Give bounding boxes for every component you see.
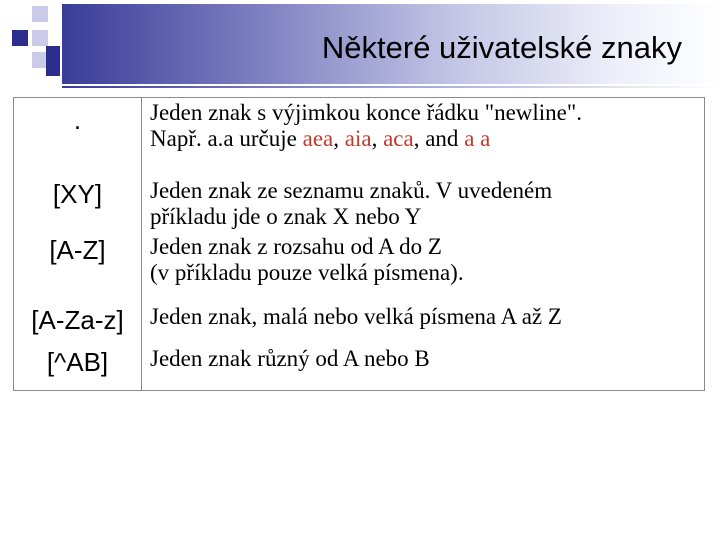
description-text: Např. a.a určuje <box>150 126 303 151</box>
description-cell <box>142 344 705 391</box>
pattern-cell: [^AB] <box>14 344 142 391</box>
description-line: Jeden znak, malá nebo velká písmena A až Z <box>150 304 562 329</box>
table-row <box>14 176 705 232</box>
description-cell <box>142 232 705 302</box>
description-line: Jeden znak ze seznamu znaků. V uvedeném <box>150 178 553 203</box>
pattern-cell: . <box>14 98 142 177</box>
table-row <box>14 232 705 302</box>
description-cell <box>142 176 705 232</box>
description-line: příkladu jde o znak X nebo Y <box>150 204 422 229</box>
deco-square <box>32 30 48 46</box>
description-cell <box>142 302 705 344</box>
pattern-cell: [A-Za-z] <box>14 302 142 344</box>
separator: , <box>371 126 384 151</box>
separator: , <box>333 126 345 151</box>
deco-square <box>46 46 60 76</box>
example-match: a a <box>464 126 491 151</box>
description-line: Jeden znak s výjimkou konce řádku "newline". <box>150 100 583 125</box>
deco-square <box>12 30 28 46</box>
example-match: aia <box>344 126 372 151</box>
description-line: Jeden znak různý od A nebo B <box>150 346 430 371</box>
table-row <box>14 98 705 177</box>
header-underline <box>62 86 720 88</box>
table-row <box>14 344 705 391</box>
pattern-cell: [XY] <box>14 176 142 232</box>
separator: , and <box>413 126 465 151</box>
description-line <box>150 126 704 152</box>
description-line: Jeden znak z rozsahu od A do Z <box>150 234 442 259</box>
example-match: aca <box>383 126 414 151</box>
deco-square <box>32 6 48 22</box>
syntax-table <box>13 97 705 391</box>
slide-title: Některé uživatelské znaky <box>321 30 682 65</box>
description-line: (v příkladu pouze velká písmena). <box>150 260 464 285</box>
example-match: aea <box>302 126 334 151</box>
pattern-cell: [A-Z] <box>14 232 142 302</box>
table-row <box>14 302 705 344</box>
description-cell <box>142 98 705 177</box>
